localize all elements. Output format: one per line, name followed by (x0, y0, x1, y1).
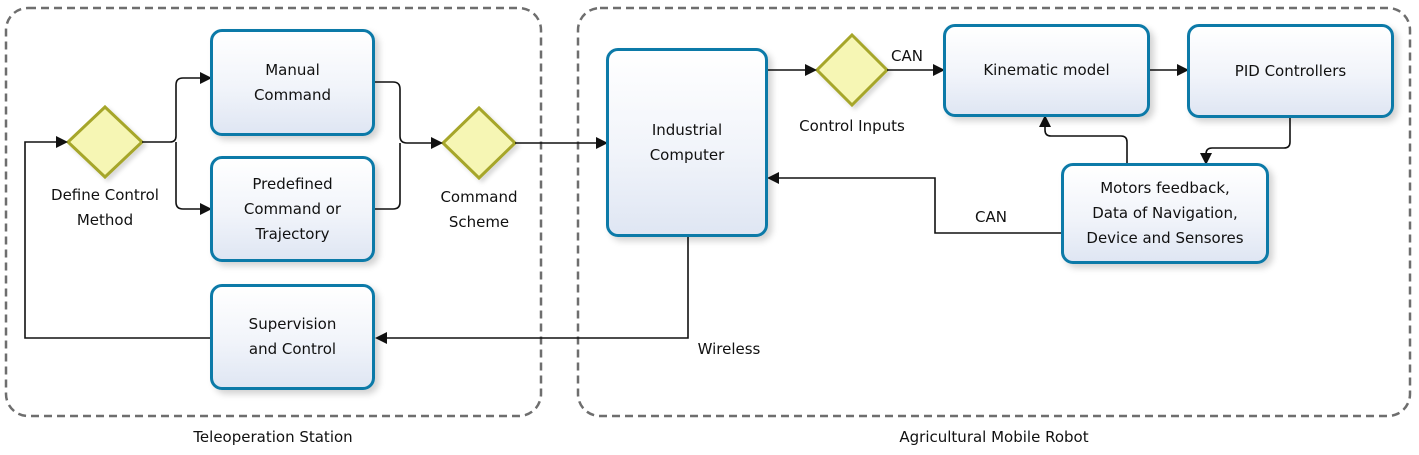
edge-manual-to-merge (375, 82, 441, 143)
control-inputs-diamond (817, 35, 887, 105)
kinematic-model-label: Kinematic model (983, 61, 1110, 79)
pid-controllers-label: PID Controllers (1234, 61, 1347, 80)
control-inputs-label: Control Inputs (799, 117, 905, 135)
motors-feedback-box (1061, 163, 1269, 264)
pid-controllers-box (1187, 24, 1394, 118)
manual-command-box (210, 29, 375, 136)
command-scheme-label: Command Scheme (440, 188, 518, 231)
edge-pid-to-motors (1206, 118, 1290, 163)
teleoperation-station-caption: Teleoperation Station (193, 428, 353, 446)
edge-define-to-predefined (176, 142, 210, 209)
edge-motors-to-computer (769, 178, 1061, 233)
edge-predefined-to-merge (375, 143, 400, 209)
edge-define-to-manual (142, 78, 210, 142)
predefined-command-label: Predefined Command or Trajectory (243, 174, 342, 243)
edge-motors-to-kinematic (1045, 117, 1127, 163)
supervision-control-label: Supervision and Control (248, 315, 337, 358)
kinematic-model-box (943, 24, 1150, 117)
industrial-computer-box (606, 48, 768, 237)
define-control-method-label: Define Control Method (51, 186, 159, 229)
agricultural-robot-caption: Agricultural Mobile Robot (899, 428, 1089, 446)
can-label-bottom: CAN (975, 208, 1007, 226)
edge-computer-to-supervision (377, 237, 688, 338)
command-scheme-diamond (443, 108, 515, 178)
industrial-computer-label: Industrial Computer (649, 120, 725, 164)
wireless-label: Wireless (697, 340, 761, 358)
predefined-command-box (210, 156, 375, 262)
define-control-method-diamond (68, 107, 142, 177)
motors-feedback-label: Motors feedback, Data of Navigation, Device and Sensores (1086, 179, 1244, 247)
can-label-top: CAN (891, 47, 923, 65)
manual-command-label: Manual Command (253, 60, 332, 104)
supervision-control-box (210, 284, 375, 390)
edge-supervision-to-define (25, 142, 210, 338)
